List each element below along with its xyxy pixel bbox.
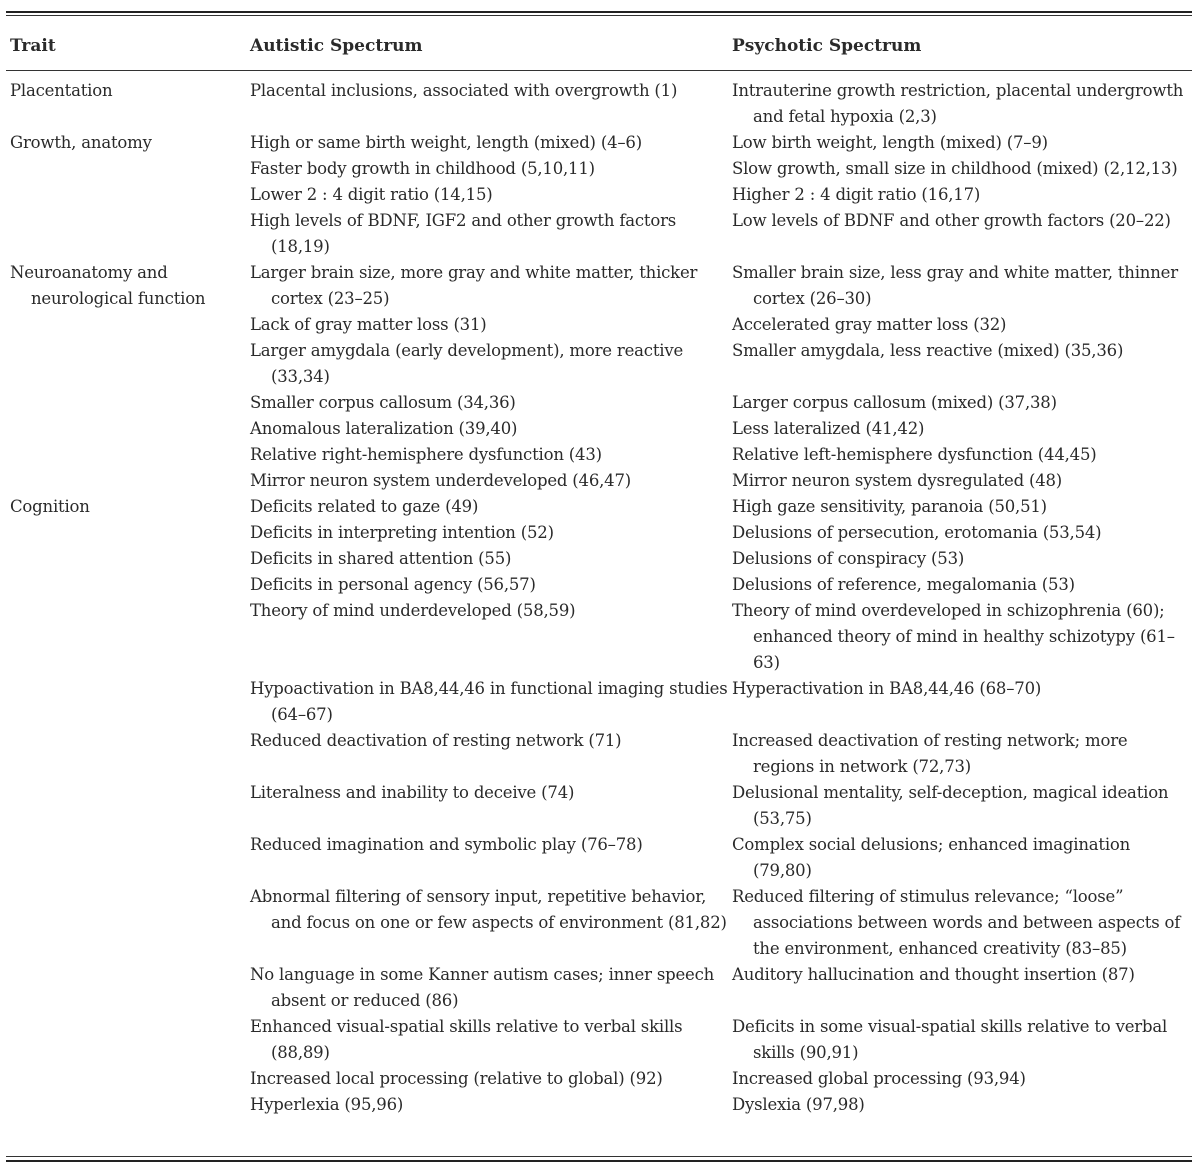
autistic-cell: Hyperlexia (95,96) — [250, 1095, 404, 1114]
trait-cell — [10, 1066, 250, 1092]
table-row — [10, 78, 1190, 130]
table-row — [10, 260, 1190, 312]
header-psychotic-spectrum: Psychotic Spectrum — [732, 36, 922, 56]
trait-cell — [10, 520, 250, 546]
table-row — [10, 728, 1190, 780]
trait-cell — [10, 1092, 250, 1118]
psychotic-cell: Auditory hallucination and thought insertion (87) — [732, 965, 1135, 984]
trait-cell: Placentation — [10, 81, 113, 100]
table-row — [10, 208, 1190, 260]
psychotic-cell: Complex social delusions; enhanced imagination (79,80) — [732, 835, 1131, 880]
psychotic-cell: Hyperactivation in BA8,44,46 (68–70) — [732, 679, 1042, 698]
psychotic-cell: Reduced filtering of stimulus relevance; “loose” associations between words and between aspects of the environment, enhanced creativity (83–85) — [732, 887, 1181, 958]
trait-cell — [10, 416, 250, 442]
table-row — [10, 468, 1190, 494]
table-row — [10, 390, 1190, 416]
psychotic-cell: Mirror neuron system dysregulated (48) — [732, 471, 1063, 490]
autistic-cell: Deficits in shared attention (55) — [250, 549, 512, 568]
psychotic-cell: Theory of mind overdeveloped in schizophrenia (60); enhanced theory of mind in healthy schizotypy (61–63) — [732, 601, 1175, 672]
header-autistic-spectrum: Autistic Spectrum — [250, 36, 423, 56]
psychotic-cell: Delusions of persecution, erotomania (53,54) — [732, 523, 1102, 542]
autistic-cell: Faster body growth in childhood (5,10,11) — [250, 159, 595, 178]
autistic-cell: Deficits in personal agency (56,57) — [250, 575, 536, 594]
table-row — [10, 832, 1190, 884]
trait-cell — [10, 728, 250, 780]
psychotic-cell: Low levels of BDNF and other growth factors (20–22) — [732, 211, 1171, 230]
psychotic-cell: Higher 2 : 4 digit ratio (16,17) — [732, 185, 981, 204]
trait-cell — [10, 780, 250, 832]
table-row — [10, 962, 1190, 1014]
trait-comparison-table — [10, 78, 1190, 1118]
trait-cell — [10, 962, 250, 1014]
table-row — [10, 780, 1190, 832]
autistic-cell: Larger amygdala (early development), more reactive (33,34) — [250, 341, 684, 386]
table-row — [10, 416, 1190, 442]
table-row — [10, 494, 1190, 520]
autistic-cell: Deficits related to gaze (49) — [250, 497, 479, 516]
autistic-cell: Relative right-hemisphere dysfunction (43) — [250, 445, 602, 464]
table-row — [10, 1092, 1190, 1118]
autistic-cell: Enhanced visual-spatial skills relative to verbal skills (88,89) — [250, 1017, 683, 1062]
autistic-cell: Mirror neuron system underdeveloped (46,47) — [250, 471, 632, 490]
trait-cell — [10, 156, 250, 182]
trait-cell — [10, 546, 250, 572]
autistic-cell: Literalness and inability to deceive (74) — [250, 783, 575, 802]
table-row — [10, 572, 1190, 598]
trait-cell — [10, 390, 250, 416]
autistic-cell: Anomalous lateralization (39,40) — [250, 419, 518, 438]
autistic-cell: High levels of BDNF, IGF2 and other growth factors (18,19) — [250, 211, 677, 256]
table-row — [10, 884, 1190, 962]
psychotic-cell: Increased deactivation of resting network; more regions in network (72,73) — [732, 731, 1128, 776]
autistic-cell: No language in some Kanner autism cases; inner speech absent or reduced (86) — [250, 965, 715, 1010]
autistic-cell: Hypoactivation in BA8,44,46 in functional imaging studies (64–67) — [250, 679, 728, 724]
psychotic-cell: Increased global processing (93,94) — [732, 1069, 1026, 1088]
table-row — [10, 156, 1190, 182]
trait-cell — [10, 208, 250, 260]
psychotic-cell: Less lateralized (41,42) — [732, 419, 925, 438]
psychotic-cell: High gaze sensitivity, paranoia (50,51) — [732, 497, 1047, 516]
trait-cell — [10, 598, 250, 676]
psychotic-cell: Delusional mentality, self-deception, magical ideation (53,75) — [732, 783, 1169, 828]
autistic-cell: Reduced imagination and symbolic play (76–78) — [250, 835, 643, 854]
header-rule — [6, 70, 1192, 71]
header-trait: Trait — [10, 36, 56, 56]
autistic-cell: Abnormal filtering of sensory input, repetitive behavior, and focus on one or few aspects of environment (81,82) — [250, 887, 727, 932]
table-row — [10, 312, 1190, 338]
autistic-cell: Lack of gray matter loss (31) — [250, 315, 487, 334]
trait-cell: Neuroanatomy and neurological function — [10, 263, 206, 308]
psychotic-cell: Delusions of conspiracy (53) — [732, 549, 965, 568]
table-row — [10, 130, 1190, 156]
trait-cell — [10, 572, 250, 598]
psychotic-cell: Intrauterine growth restriction, placental undergrowth and fetal hypoxia (2,3) — [732, 81, 1184, 126]
trait-cell — [10, 468, 250, 494]
psychotic-cell: Delusions of reference, megalomania (53) — [732, 575, 1075, 594]
autistic-cell: Larger brain size, more gray and white matter, thicker cortex (23–25) — [250, 263, 698, 308]
table-row — [10, 546, 1190, 572]
autistic-cell: Reduced deactivation of resting network (71) — [250, 731, 622, 750]
table-row — [10, 1066, 1190, 1092]
trait-cell — [10, 182, 250, 208]
trait-cell — [10, 338, 250, 390]
table-row — [10, 520, 1190, 546]
table-body — [10, 78, 1190, 1118]
psychotic-cell: Relative left-hemisphere dysfunction (44,45) — [732, 445, 1097, 464]
psychotic-cell: Accelerated gray matter loss (32) — [732, 315, 1007, 334]
psychotic-cell: Slow growth, small size in childhood (mixed) (2,12,13) — [732, 159, 1178, 178]
trait-cell: Cognition — [10, 497, 90, 516]
psychotic-cell: Smaller amygdala, less reactive (mixed) (35,36) — [732, 341, 1124, 360]
trait-cell — [10, 884, 250, 962]
psychotic-cell: Low birth weight, length (mixed) (7–9) — [732, 133, 1048, 152]
top-rule-inner — [6, 15, 1192, 16]
trait-cell — [10, 832, 250, 884]
autistic-cell: Deficits in interpreting intention (52) — [250, 523, 554, 542]
autistic-cell: Lower 2 : 4 digit ratio (14,15) — [250, 185, 493, 204]
autistic-cell: Increased local processing (relative to global) (92) — [250, 1069, 663, 1088]
autistic-cell: Smaller corpus callosum (34,36) — [250, 393, 516, 412]
table-row — [10, 676, 1190, 728]
bottom-rule-inner — [6, 1156, 1192, 1157]
table-row — [10, 182, 1190, 208]
table-row — [10, 598, 1190, 676]
autistic-cell: Placental inclusions, associated with overgrowth (1) — [250, 81, 678, 100]
psychotic-cell: Larger corpus callosum (mixed) (37,38) — [732, 393, 1057, 412]
trait-cell — [10, 1014, 250, 1066]
autistic-cell: High or same birth weight, length (mixed) (4–6) — [250, 133, 642, 152]
trait-cell — [10, 312, 250, 338]
trait-cell — [10, 676, 250, 728]
table-row — [10, 1014, 1190, 1066]
table-row — [10, 442, 1190, 468]
top-rule-outer — [6, 11, 1192, 13]
psychotic-cell: Dyslexia (97,98) — [732, 1095, 865, 1114]
bottom-rule-outer — [6, 1160, 1192, 1162]
trait-cell — [10, 442, 250, 468]
table-row — [10, 338, 1190, 390]
psychotic-cell: Smaller brain size, less gray and white matter, thinner cortex (26–30) — [732, 263, 1178, 308]
trait-cell: Growth, anatomy — [10, 133, 152, 152]
autistic-cell: Theory of mind underdeveloped (58,59) — [250, 601, 576, 620]
psychotic-cell: Deficits in some visual-spatial skills relative to verbal skills (90,91) — [732, 1017, 1168, 1062]
